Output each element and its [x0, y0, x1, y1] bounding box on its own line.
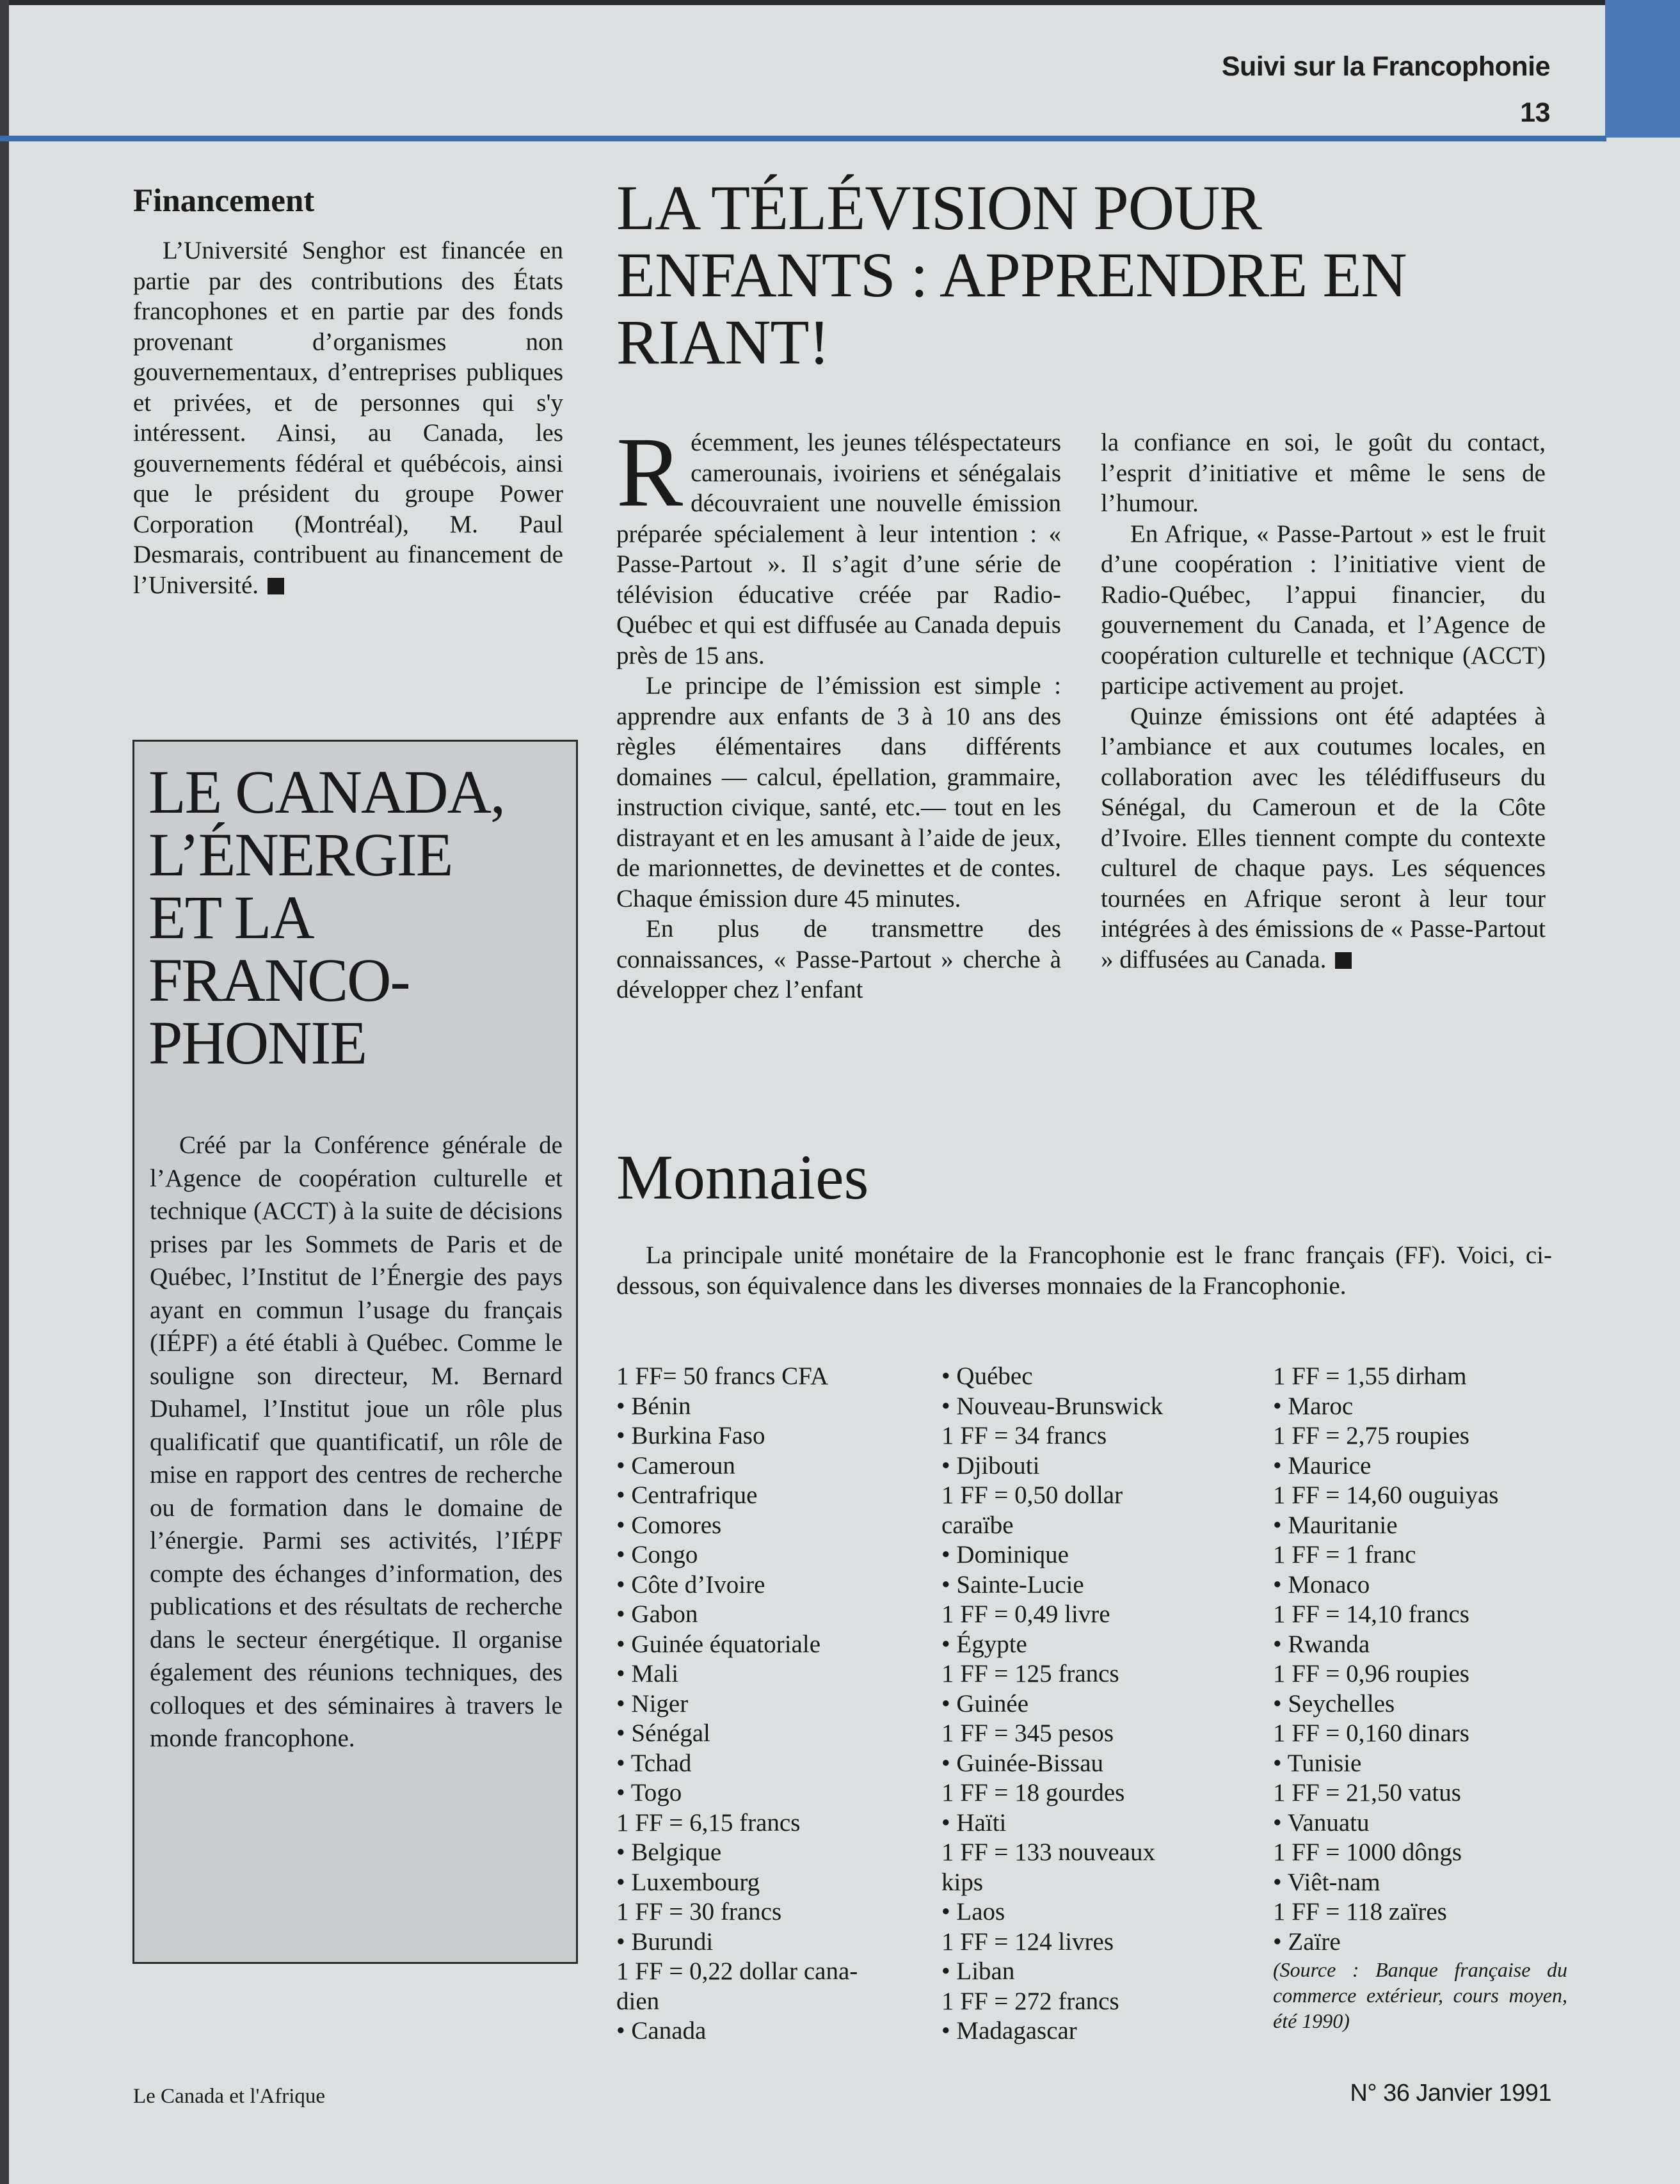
currency-list-item: • Guinée	[941, 1689, 1029, 1718]
article-paragraph-3: En plus de transmettre des connaissances, « Passe-Partout » cherche à développer chez l’enfant	[616, 915, 1061, 1003]
currency-list-item: • Burundi	[616, 1927, 714, 1956]
header-rule	[0, 136, 1606, 141]
article-title-line: LA TÉLÉVISION POUR	[616, 172, 1261, 243]
monnaies-intro-paragraph: La principale unité monétaire de la Francophonie est le franc français (FF). Voici, ci-dessous, son équivalence dans les diverses monnaies de la Francophonie.	[616, 1241, 1552, 1300]
currency-list-item: 1 FF = 14,10 francs	[1273, 1600, 1469, 1628]
currency-list-item: kips	[941, 1868, 984, 1896]
box-title	[148, 758, 564, 1077]
currency-list-item: • Québec	[941, 1362, 1033, 1390]
currency-list-item: • Dominique	[941, 1541, 1069, 1568]
currency-list-item: • Monaco	[1273, 1570, 1370, 1598]
currency-list-item: 1 FF = 272 francs	[941, 1987, 1119, 2015]
currency-list-item: • Togo	[616, 1779, 682, 1806]
currency-list-item: • Niger	[616, 1689, 689, 1718]
currency-list-item: • Comores	[616, 1511, 722, 1539]
currency-list-item: • Guinée-Bissau	[941, 1749, 1104, 1777]
box-title-line: PHONIE	[148, 1008, 366, 1077]
currency-list-item: 1 FF = 1000 dôngs	[1273, 1838, 1462, 1866]
currency-list-item: • Vanuatu	[1273, 1808, 1370, 1837]
currency-list-item: • Mali	[616, 1660, 679, 1687]
currency-list-item: • Centrafrique	[616, 1481, 758, 1509]
currency-list-item: 1 FF = 1,55 dirham	[1273, 1362, 1467, 1390]
box-title-line: LE CANADA,	[148, 758, 504, 826]
article-paragraph-2: Le principe de l’émission est simple : apprendre aux enfants de 3 à 10 ans des règles élémentaires dans différents domaines — calcul, épellation, grammaire, instruction civique, santé, etc.— tout en les distrayant et en les amusant à l’aide de jeux, de marionnettes, de devinettes et de contes. Chaque émission dure 45 minutes.	[616, 672, 1061, 913]
currency-list-item: • Viêt-nam	[1273, 1868, 1380, 1896]
currency-list-item: • Seychelles	[1273, 1689, 1395, 1718]
currency-list-item: 1 FF = 125 francs	[941, 1660, 1119, 1687]
financement-heading: Financement	[133, 183, 315, 219]
currency-list-item: • Sainte-Lucie	[941, 1570, 1084, 1598]
currency-list-item: • Gabon	[616, 1600, 698, 1628]
currency-list-item: • Haïti	[941, 1808, 1007, 1837]
financement-paragraph: L’Université Senghor est financée en partie par des contributions des États francophones et en partie par des fonds provenant d’organismes non gouvernementaux, d’entreprises publiques et privées, et de personnes qui s'y intéressent. Ainsi, au Canada, les gouvernements fédéral et québécois, ainsi que le président du groupe Power Corporation (Montréal), M. Paul Desmarais, contribuent au financement de l’Université.	[133, 237, 563, 599]
currency-list-item: 1 FF = 0,96 roupies	[1273, 1660, 1469, 1687]
currency-list-item: • Mauritanie	[1273, 1511, 1398, 1539]
currency-list-3	[1273, 1362, 1567, 2034]
currency-list-item: 1 FF = 34 francs	[941, 1422, 1107, 1449]
currency-list-item: dien	[616, 1987, 660, 2015]
end-mark-icon	[1335, 952, 1352, 969]
page-edge	[0, 0, 1680, 5]
article-title-line: RIANT!	[616, 307, 829, 378]
currency-list-item: • Laos	[941, 1898, 1005, 1925]
currency-list-item: • Burkina Faso	[616, 1422, 765, 1449]
currency-list-item: 1 FF = 14,60 ouguiyas	[1273, 1481, 1499, 1509]
currency-list-item: 1 FF = 18 gourdes	[941, 1779, 1125, 1806]
currency-list-item: 1 FF = 124 livres	[941, 1927, 1114, 1956]
currency-list-item: • Maroc	[1273, 1392, 1354, 1420]
article-paragraph-1: Récemment, les jeunes téléspectateurs camerounais, ivoiriens et sénégalais découvraient une nouvelle émission préparée spécialement à leur intention : « Passe-Partout ». Il s’agit d’une série de télévision éducative créée par Radio-Québec et qui est diffusée au Canada depuis près de 15 ans.	[616, 417, 1061, 669]
currency-list-item: • Luxembourg	[616, 1868, 760, 1896]
currency-list-item: • Canada	[616, 2017, 707, 2045]
currency-list-item: caraïbe	[941, 1511, 1014, 1539]
running-head	[1222, 44, 1550, 136]
article-paragraph-4: la confiance en soi, le goût du contact, l’esprit d’initiative et même le sens de l’humour.	[1101, 429, 1546, 517]
currency-list-item: 1 FF = 345 pesos	[941, 1719, 1114, 1747]
currency-list-item: • Côte d’Ivoire	[616, 1570, 765, 1598]
currency-list-item: • Zaïre	[1273, 1927, 1341, 1956]
currency-list-item: • Guinée équatoriale	[616, 1630, 821, 1658]
end-mark-icon	[268, 578, 284, 594]
energie-sidebar-box	[132, 740, 578, 1964]
box-body	[150, 1129, 563, 1755]
currency-list-item: 1 FF = 1 franc	[1273, 1541, 1416, 1568]
currency-list-item: 1 FF = 30 francs	[616, 1898, 782, 1925]
footer-issue: N° 36 Janvier 1991	[1350, 2080, 1551, 2107]
currency-list-item: • Cameroun	[616, 1451, 735, 1479]
monnaies-title: Monnaies	[616, 1142, 869, 1213]
article-title	[616, 174, 1564, 376]
currency-list-item: • Nouveau-Brunswick	[941, 1392, 1164, 1420]
currency-list-item: • Égypte	[941, 1630, 1027, 1658]
currency-list-item: • Madagascar	[941, 2017, 1077, 2045]
currency-list-item: • Maurice	[1273, 1451, 1372, 1479]
currency-list-item: • Tchad	[616, 1749, 692, 1777]
page-number: 13	[1520, 97, 1550, 128]
currency-source-note: (Source : Banque française du commerce extérieur, cours moyen, été 1990)	[1273, 1958, 1567, 2032]
article-column-1	[616, 417, 1061, 1005]
currency-list-1	[616, 1362, 858, 2046]
box-paragraph: Créé par la Conférence générale de l’Agence de coopération culturelle et technique (ACCT) à la suite de décisions prises par les Sommets de Paris et de Québec, l’Institut de l’Énergie des pays ayant en commun l’usage du français (IÉPF) a été établi à Québec. Comme le souligne son directeur, M. Bernard Duhamel, l’Institut joue un rôle plus qualificatif que quantificatif, un rôle de mise en rapport des centres de recherche ou de formation dans le domaine de l’énergie. Parmi ses activités, l’IÉPF compte des échanges d’information, des publications et des résultats de recherche dans le secteur énergétique. Il organise également des réunions techniques, des colloques et des séminaires à travers le monde francophone.	[150, 1131, 563, 1752]
box-title-line: ET LA	[148, 883, 314, 952]
currency-list-item: • Tunisie	[1273, 1749, 1362, 1777]
monnaies-intro	[616, 1240, 1552, 1301]
currency-list-item: 1 FF = 0,49 livre	[941, 1600, 1110, 1628]
currency-list-item: 1 FF = 0,50 dollar	[941, 1481, 1123, 1509]
financement-body	[133, 235, 563, 600]
currency-list-item: • Liban	[941, 1957, 1015, 1985]
currency-list-2	[941, 1362, 1163, 2046]
currency-list-item: • Sénégal	[616, 1719, 710, 1747]
currency-list-item: 1 FF = 21,50 vatus	[1273, 1779, 1461, 1806]
article-paragraph-6: Quinze émissions ont été adaptées à l’ambiance et aux coutumes locales, en collaboration avec les télédiffuseurs du Sénégal, du Cameroun et de la Côte d’Ivoire. Elles tiennent compte du contexte culturel de chaque pays. Les séquences tournées en Afrique seront à leur tour intégrées à des émissions de « Passe-Partout » diffusées au Canada.	[1101, 702, 1546, 973]
currency-list-item: • Djibouti	[941, 1451, 1040, 1479]
currency-list-item: • Rwanda	[1273, 1630, 1370, 1658]
currency-list-item: 1 FF= 50 francs CFA	[616, 1362, 829, 1390]
section-name: Suivi sur la Francophonie	[1221, 51, 1550, 82]
currency-list-item: • Belgique	[616, 1838, 722, 1866]
article-paragraph-5: En Afrique, « Passe-Partout » est le fruit d’une coopération : l’initiative vient de Radio-Québec, l’appui financier, du gouvernement du Canada, et l’Agence de coopération culturelle et technique (ACCT) participe activement au projet.	[1101, 520, 1546, 699]
currency-list-item: • Congo	[616, 1541, 698, 1568]
article-title-line: ENFANTS : APPRENDRE EN	[616, 239, 1407, 310]
currency-list-item: 1 FF = 2,75 roupies	[1273, 1422, 1469, 1449]
currency-list-item: 1 FF = 0,160 dinars	[1273, 1719, 1469, 1747]
currency-list-item: 1 FF = 118 zaïres	[1273, 1898, 1447, 1925]
header-color-tab	[1605, 0, 1680, 138]
footer-publication: Le Canada et l'Afrique	[133, 2085, 326, 2108]
article-column-2	[1101, 427, 1546, 975]
currency-list-item: 1 FF = 6,15 francs	[616, 1808, 801, 1837]
currency-list-item: • Bénin	[616, 1392, 691, 1420]
box-title-line: FRANCO-	[148, 946, 410, 1014]
box-title-line: L’ÉNERGIE	[148, 820, 452, 889]
currency-list-item: 1 FF = 133 nouveaux	[941, 1838, 1155, 1866]
drop-cap: R	[616, 417, 684, 527]
binding-shadow	[0, 0, 9, 2184]
currency-list-item: 1 FF = 0,22 dollar cana-	[616, 1957, 858, 1985]
